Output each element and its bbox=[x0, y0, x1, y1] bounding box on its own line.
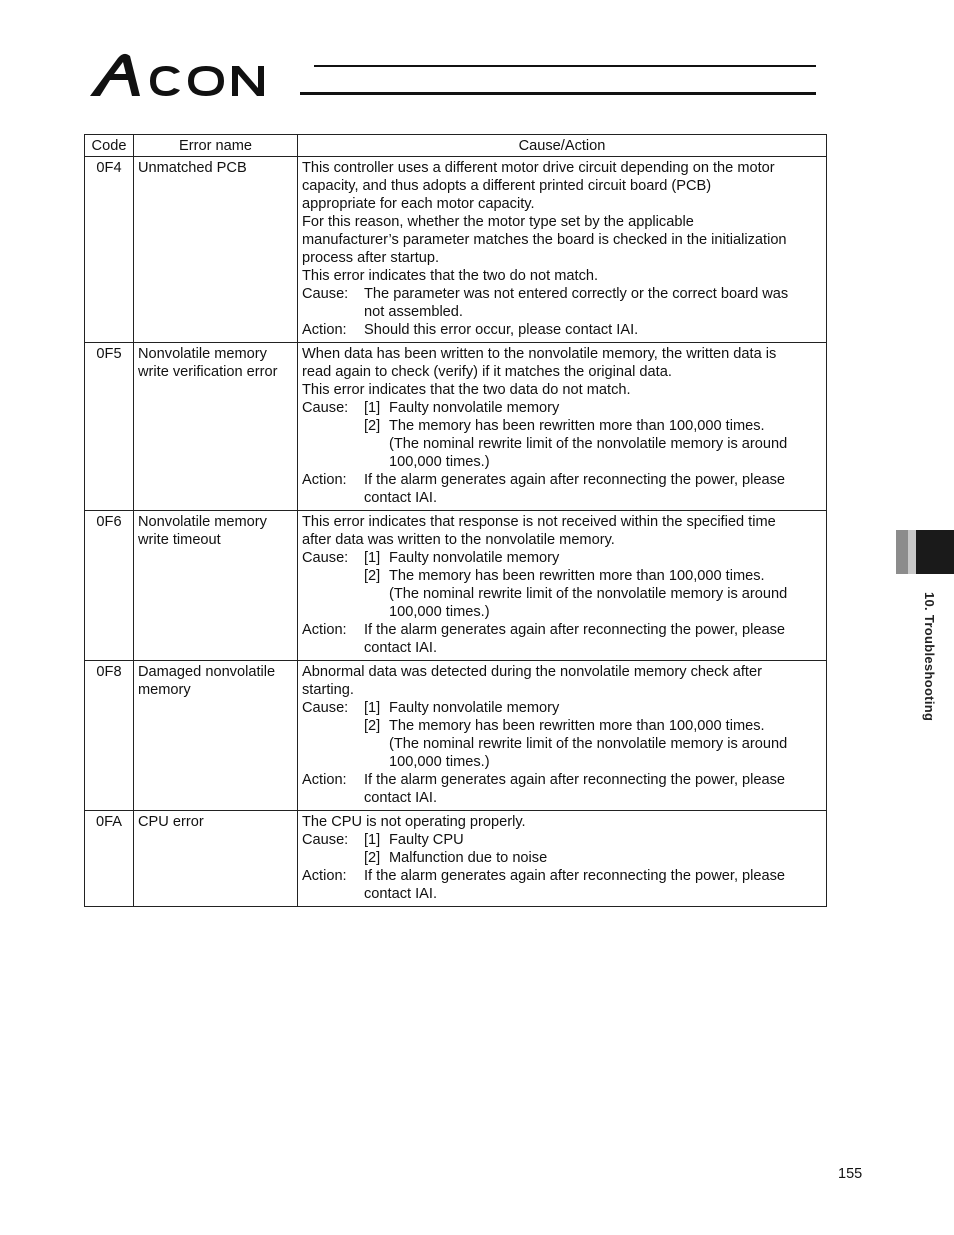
cause-block bbox=[302, 831, 822, 867]
table-row bbox=[85, 157, 827, 343]
error-name-line: Damaged nonvolatile bbox=[138, 664, 276, 680]
cause-item bbox=[364, 699, 822, 717]
column-header-code: Code bbox=[85, 135, 134, 157]
cause-item-number: [1] bbox=[364, 700, 381, 716]
chapter-label: 10. Troubleshooting bbox=[922, 592, 937, 722]
action-text: contact IAI. bbox=[364, 640, 438, 656]
cause-label: Cause: bbox=[302, 550, 349, 566]
cause-item-text: The memory has been rewritten more than 100,000 times. bbox=[389, 568, 765, 584]
cause-item-number: [2] bbox=[364, 850, 381, 866]
action-text: If the alarm generates again after reconnecting the power, please bbox=[364, 622, 786, 638]
table-header-row bbox=[85, 135, 827, 157]
cause-item-text: (The nominal rewrite limit of the nonvolatile memory is around bbox=[389, 586, 788, 602]
column-header-cause-action: Cause/Action bbox=[298, 135, 827, 157]
error-code: 0FA bbox=[85, 811, 134, 907]
action-label: Action: bbox=[302, 322, 347, 338]
cause-block bbox=[302, 399, 822, 471]
chapter-tab-stripe-2 bbox=[908, 530, 916, 574]
cause-item-text: 100,000 times.) bbox=[389, 754, 490, 770]
cause-label: Cause: bbox=[302, 700, 349, 716]
cause-label: Cause: bbox=[302, 400, 349, 416]
action-text: Should this error occur, please contact IAI. bbox=[364, 322, 639, 338]
chapter-tab-block bbox=[916, 530, 954, 574]
action-label: Action: bbox=[302, 472, 347, 488]
error-name-line: memory bbox=[138, 682, 191, 698]
cause-item bbox=[364, 717, 822, 771]
description-line: This error indicates that the two data do not match. bbox=[302, 382, 631, 398]
error-table-body bbox=[85, 157, 827, 907]
action-block bbox=[302, 321, 822, 339]
error-name-line: Nonvolatile memory bbox=[138, 346, 267, 362]
error-name bbox=[134, 343, 298, 511]
error-name-line: write timeout bbox=[138, 532, 221, 548]
description-line: Abnormal data was detected during the nonvolatile memory check after bbox=[302, 664, 762, 680]
action-block bbox=[302, 867, 822, 903]
cause-block bbox=[302, 699, 822, 771]
description-line: For this reason, whether the motor type set by the applicable bbox=[302, 214, 694, 230]
cause-item-text: 100,000 times.) bbox=[389, 454, 490, 470]
cause-item-text: The memory has been rewritten more than 100,000 times. bbox=[389, 718, 765, 734]
cause-label: Cause: bbox=[302, 832, 349, 848]
chapter-tab-stripe-1 bbox=[896, 530, 908, 574]
page-number: 155 bbox=[838, 1166, 863, 1182]
cause-item bbox=[364, 549, 822, 567]
action-text: If the alarm generates again after reconnecting the power, please bbox=[364, 868, 786, 884]
action-text: contact IAI. bbox=[364, 490, 438, 506]
table-row bbox=[85, 343, 827, 511]
action-text: contact IAI. bbox=[364, 886, 438, 902]
description-line: appropriate for each motor capacity. bbox=[302, 196, 535, 212]
cause-item-text: Faulty CPU bbox=[389, 832, 464, 848]
error-code: 0F8 bbox=[85, 661, 134, 811]
error-name bbox=[134, 157, 298, 343]
header-rule-thick bbox=[300, 92, 816, 95]
action-text: contact IAI. bbox=[364, 790, 438, 806]
error-name bbox=[134, 511, 298, 661]
cause-item-text: Faulty nonvolatile memory bbox=[389, 700, 560, 716]
acon-logo bbox=[88, 52, 310, 105]
error-name-line: write verification error bbox=[138, 364, 278, 380]
cause-text: The parameter was not entered correctly or the correct board was bbox=[364, 286, 789, 302]
cause-item-number: [2] bbox=[364, 568, 381, 584]
description-line: starting. bbox=[302, 682, 354, 698]
cause-label: Cause: bbox=[302, 286, 349, 302]
cause-action bbox=[298, 343, 827, 511]
description-line: This error indicates that response is not received within the specified time bbox=[302, 514, 776, 530]
column-header-error-name: Error name bbox=[134, 135, 298, 157]
action-block bbox=[302, 471, 822, 507]
cause-text: not assembled. bbox=[364, 304, 463, 320]
error-name-line: Nonvolatile memory bbox=[138, 514, 267, 530]
action-label: Action: bbox=[302, 868, 347, 884]
cause-item-number: [1] bbox=[364, 832, 381, 848]
cause-item-text: Malfunction due to noise bbox=[389, 850, 548, 866]
cause-item bbox=[364, 831, 822, 849]
action-text: If the alarm generates again after reconnecting the power, please bbox=[364, 472, 786, 488]
action-text: If the alarm generates again after reconnecting the power, please bbox=[364, 772, 786, 788]
error-code: 0F5 bbox=[85, 343, 134, 511]
cause-item bbox=[364, 417, 822, 471]
error-name-line: Unmatched PCB bbox=[138, 160, 247, 176]
cause-item bbox=[364, 567, 822, 621]
table-row bbox=[85, 661, 827, 811]
error-name-line: CPU error bbox=[138, 814, 204, 830]
error-table bbox=[84, 134, 827, 907]
cause-item-number: [1] bbox=[364, 550, 381, 566]
cause-action bbox=[298, 811, 827, 907]
cause-item-number: [1] bbox=[364, 400, 381, 416]
description-line: This controller uses a different motor drive circuit depending on the motor bbox=[302, 160, 775, 176]
table-row bbox=[85, 811, 827, 907]
header-rules bbox=[300, 64, 816, 98]
acon-logo-graphic bbox=[88, 52, 310, 100]
cause-item-text: 100,000 times.) bbox=[389, 604, 490, 620]
cause-item-text: The memory has been rewritten more than 100,000 times. bbox=[389, 418, 765, 434]
cause-item bbox=[364, 399, 822, 417]
chapter-tab bbox=[896, 530, 954, 574]
action-block bbox=[302, 771, 822, 807]
cause-item-number: [2] bbox=[364, 418, 381, 434]
error-code: 0F6 bbox=[85, 511, 134, 661]
description-line: after data was written to the nonvolatile memory. bbox=[302, 532, 615, 548]
cause-action bbox=[298, 157, 827, 343]
header-rule-thin bbox=[314, 65, 816, 67]
cause-action bbox=[298, 511, 827, 661]
cause-item-text: (The nominal rewrite limit of the nonvolatile memory is around bbox=[389, 436, 788, 452]
cause-action bbox=[298, 661, 827, 811]
description-line: capacity, and thus adopts a different printed circuit board (PCB) bbox=[302, 178, 712, 194]
description-line: process after startup. bbox=[302, 250, 440, 266]
action-label: Action: bbox=[302, 622, 347, 638]
error-name bbox=[134, 811, 298, 907]
description-line: The CPU is not operating properly. bbox=[302, 814, 526, 830]
cause-item-number: [2] bbox=[364, 718, 381, 734]
description-line: When data has been written to the nonvolatile memory, the written data is bbox=[302, 346, 777, 362]
error-code: 0F4 bbox=[85, 157, 134, 343]
cause-item-text: Faulty nonvolatile memory bbox=[389, 400, 560, 416]
description-line: read again to check (verify) if it matches the original data. bbox=[302, 364, 672, 380]
cause-item-text: (The nominal rewrite limit of the nonvolatile memory is around bbox=[389, 736, 788, 752]
action-label: Action: bbox=[302, 772, 347, 788]
cause-block bbox=[302, 549, 822, 621]
cause-item bbox=[364, 849, 822, 867]
error-name bbox=[134, 661, 298, 811]
description-line: manufacturer’s parameter matches the board is checked in the initialization bbox=[302, 232, 787, 248]
action-block bbox=[302, 621, 822, 657]
cause-item-text: Faulty nonvolatile memory bbox=[389, 550, 560, 566]
table-row bbox=[85, 511, 827, 661]
cause-block bbox=[302, 285, 822, 321]
description-line: This error indicates that the two do not match. bbox=[302, 268, 599, 284]
